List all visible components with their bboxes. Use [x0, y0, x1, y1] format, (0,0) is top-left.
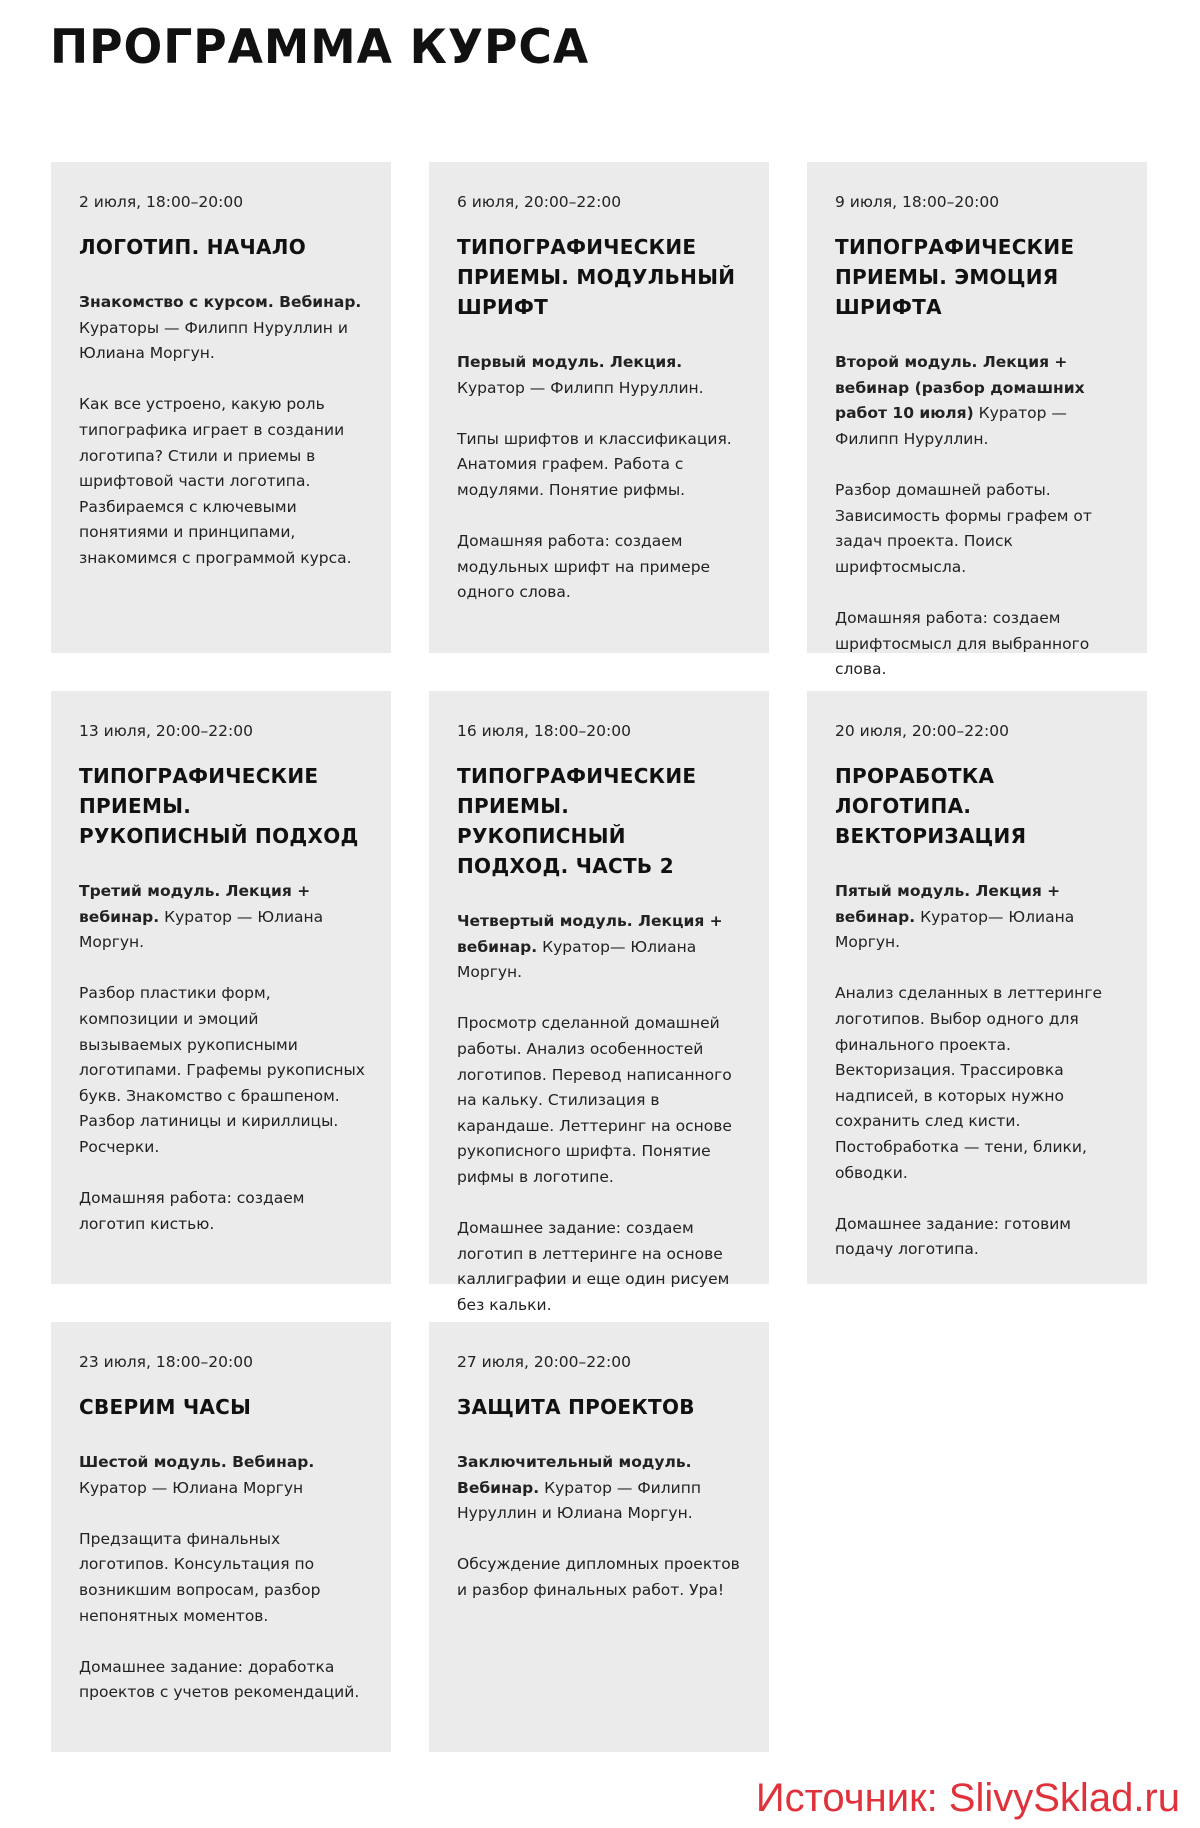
- module-homework: Домашнее задание: доработка проектов с учетов рекомендаций.: [79, 1657, 360, 1702]
- module-description: Просмотр сделанной домашней работы. Анализ особенностей логотипов. Перевод написанного на кальку. Стилизация в карандаше. Леттеринг на основе рукописного шрифта. Понятие рифмы в логотипе.: [457, 1014, 732, 1186]
- module-date: 20 июля, 20:00–22:00: [835, 722, 1009, 740]
- module-description: Предзащита финальных логотипов. Консультация по возникшим вопросам, разбор непонятных моментов.: [79, 1529, 321, 1625]
- module-date: 6 июля, 20:00–22:00: [457, 193, 622, 211]
- course-program-grid: [51, 162, 1147, 1752]
- module-card: [807, 691, 1147, 1284]
- module-title: ТИПОГРАФИЧЕСКИЕ ПРИЕМЫ. РУКОПИСНЫЙ ПОДХОД. ЧАСТЬ 2: [457, 764, 697, 878]
- module-date: 27 июля, 20:00–22:00: [457, 1353, 631, 1371]
- module-card: [429, 691, 769, 1314]
- module-description: Разбор пластики форм, композиции и эмоций вызываемых рукописными логотипами. Графемы рукописных букв. Знакомство с брашпеном. Разбор латиницы и кириллицы. Росчерки.: [79, 984, 365, 1156]
- module-date: 2 июля, 18:00–20:00: [79, 193, 244, 211]
- module-description: Анализ сделанных в леттеринге логотипов. Выбор одного для финального проекта. Векторизация. Трассировка надписей, в которых нужно сохранить след кисти. Постобработка — тени, блики, обводки.: [835, 984, 1102, 1182]
- module-title: ТИПОГРАФИЧЕСКИЕ ПРИЕМЫ. ЭМОЦИЯ ШРИФТА: [835, 235, 1075, 319]
- module-homework: Домашняя работа: создаем шрифтосмысл для выбранного слова.: [835, 608, 1090, 679]
- module-curators: Куратор — Юлиана Моргун: [79, 1478, 304, 1497]
- module-format: Второй модуль. Лекция + вебинар (разбор домашних работ 10 июля): [835, 353, 1085, 423]
- module-title: ПРОРАБОТКА ЛОГОТИПА. ВЕКТОРИЗАЦИЯ: [835, 764, 1027, 848]
- module-lead: [79, 1450, 365, 1501]
- module-description: Обсуждение дипломных проектов и разбор финальных работ. Ура!: [457, 1555, 740, 1599]
- module-card: [51, 691, 391, 1284]
- module-card: [429, 162, 769, 653]
- module-title: ТИПОГРАФИЧЕСКИЕ ПРИЕМЫ. РУКОПИСНЫЙ ПОДХОД: [79, 764, 359, 848]
- module-date: 16 июля, 18:00–20:00: [457, 722, 631, 740]
- module-format: Первый модуль. Лекция.: [457, 353, 683, 371]
- module-curators: Куратор — Филипп Нуруллин и Юлиана Моргун.: [457, 1478, 701, 1523]
- module-format: Шестой модуль. Вебинар.: [79, 1453, 315, 1471]
- module-lead: [457, 909, 743, 986]
- module-curators: Куратор — Филипп Нуруллин.: [457, 378, 704, 397]
- module-description: Разбор домашней работы. Зависимость формы графем от задач проекта. Поиск шрифтосмысла.: [835, 480, 1092, 576]
- module-date: 13 июля, 20:00–22:00: [79, 722, 253, 740]
- module-curators: Куратор— Юлиана Моргун.: [457, 937, 697, 982]
- module-card: [429, 1322, 769, 1752]
- module-date: 23 июля, 18:00–20:00: [79, 1353, 253, 1371]
- module-title: СВЕРИМ ЧАСЫ: [79, 1395, 252, 1419]
- module-lead: [457, 1450, 743, 1527]
- module-format: Третий модуль. Лекция + вебинар.: [79, 882, 311, 926]
- module-lead: [79, 290, 365, 367]
- source-watermark: Источник: SlivySklad.ru: [755, 1776, 1180, 1820]
- module-format: Четвертый модуль. Лекция + вебинар.: [457, 912, 723, 956]
- page-title: ПРОГРАММА КУРСА: [50, 20, 590, 75]
- module-lead: [457, 350, 743, 401]
- module-format: Знакомство с курсом. Вебинар.: [79, 293, 362, 311]
- module-card: [807, 162, 1147, 679]
- module-curators: Куратор — Юлиана Моргун.: [79, 907, 324, 952]
- module-homework: Домашняя работа: создаем модульных шрифт на примере одного слова.: [457, 532, 711, 602]
- module-format: Пятый модуль. Лекция + вебинар.: [835, 882, 1061, 926]
- module-title: ЛОГОТИП. НАЧАЛО: [79, 235, 307, 259]
- module-homework: Домашнее задание: готовим подачу логотипа.: [835, 1214, 1071, 1259]
- module-title: ТИПОГРАФИЧЕСКИЕ ПРИЕМЫ. МОДУЛЬНЫЙ ШРИФТ: [457, 235, 736, 319]
- module-format: Заключительный модуль. Вебинар.: [457, 1453, 692, 1497]
- module-date: 9 июля, 18:00–20:00: [835, 193, 1000, 211]
- module-card: [51, 1322, 391, 1752]
- module-title: ЗАЩИТА ПРОЕКТОВ: [457, 1395, 695, 1419]
- module-card: [51, 162, 391, 653]
- module-curators: Кураторы — Филипп Нуруллин и Юлиана Моргун.: [79, 318, 348, 363]
- module-homework: Домашнее задание: создаем логотип в леттеринге на основе каллиграфии и еще один рисуем без кальки.: [457, 1219, 730, 1314]
- module-description: Как все устроено, какую роль типографика играет в создании логотипа? Стили и приемы в шрифтовой части логотипа. Разбираемся с ключевыми понятиями и принципами, знакомимся с программой курса.: [79, 395, 352, 567]
- module-curators: Куратор — Филипп Нуруллин.: [835, 404, 1067, 448]
- module-curators: Куратор— Юлиана Моргун.: [835, 907, 1075, 952]
- module-lead: [835, 350, 1121, 452]
- module-lead: [835, 879, 1121, 956]
- module-homework: Домашняя работа: создаем логотип кистью.: [79, 1189, 305, 1233]
- module-description: Типы шрифтов и классификация. Анатомия графем. Работа с модулями. Понятие рифмы.: [457, 429, 732, 499]
- module-lead: [79, 879, 365, 956]
